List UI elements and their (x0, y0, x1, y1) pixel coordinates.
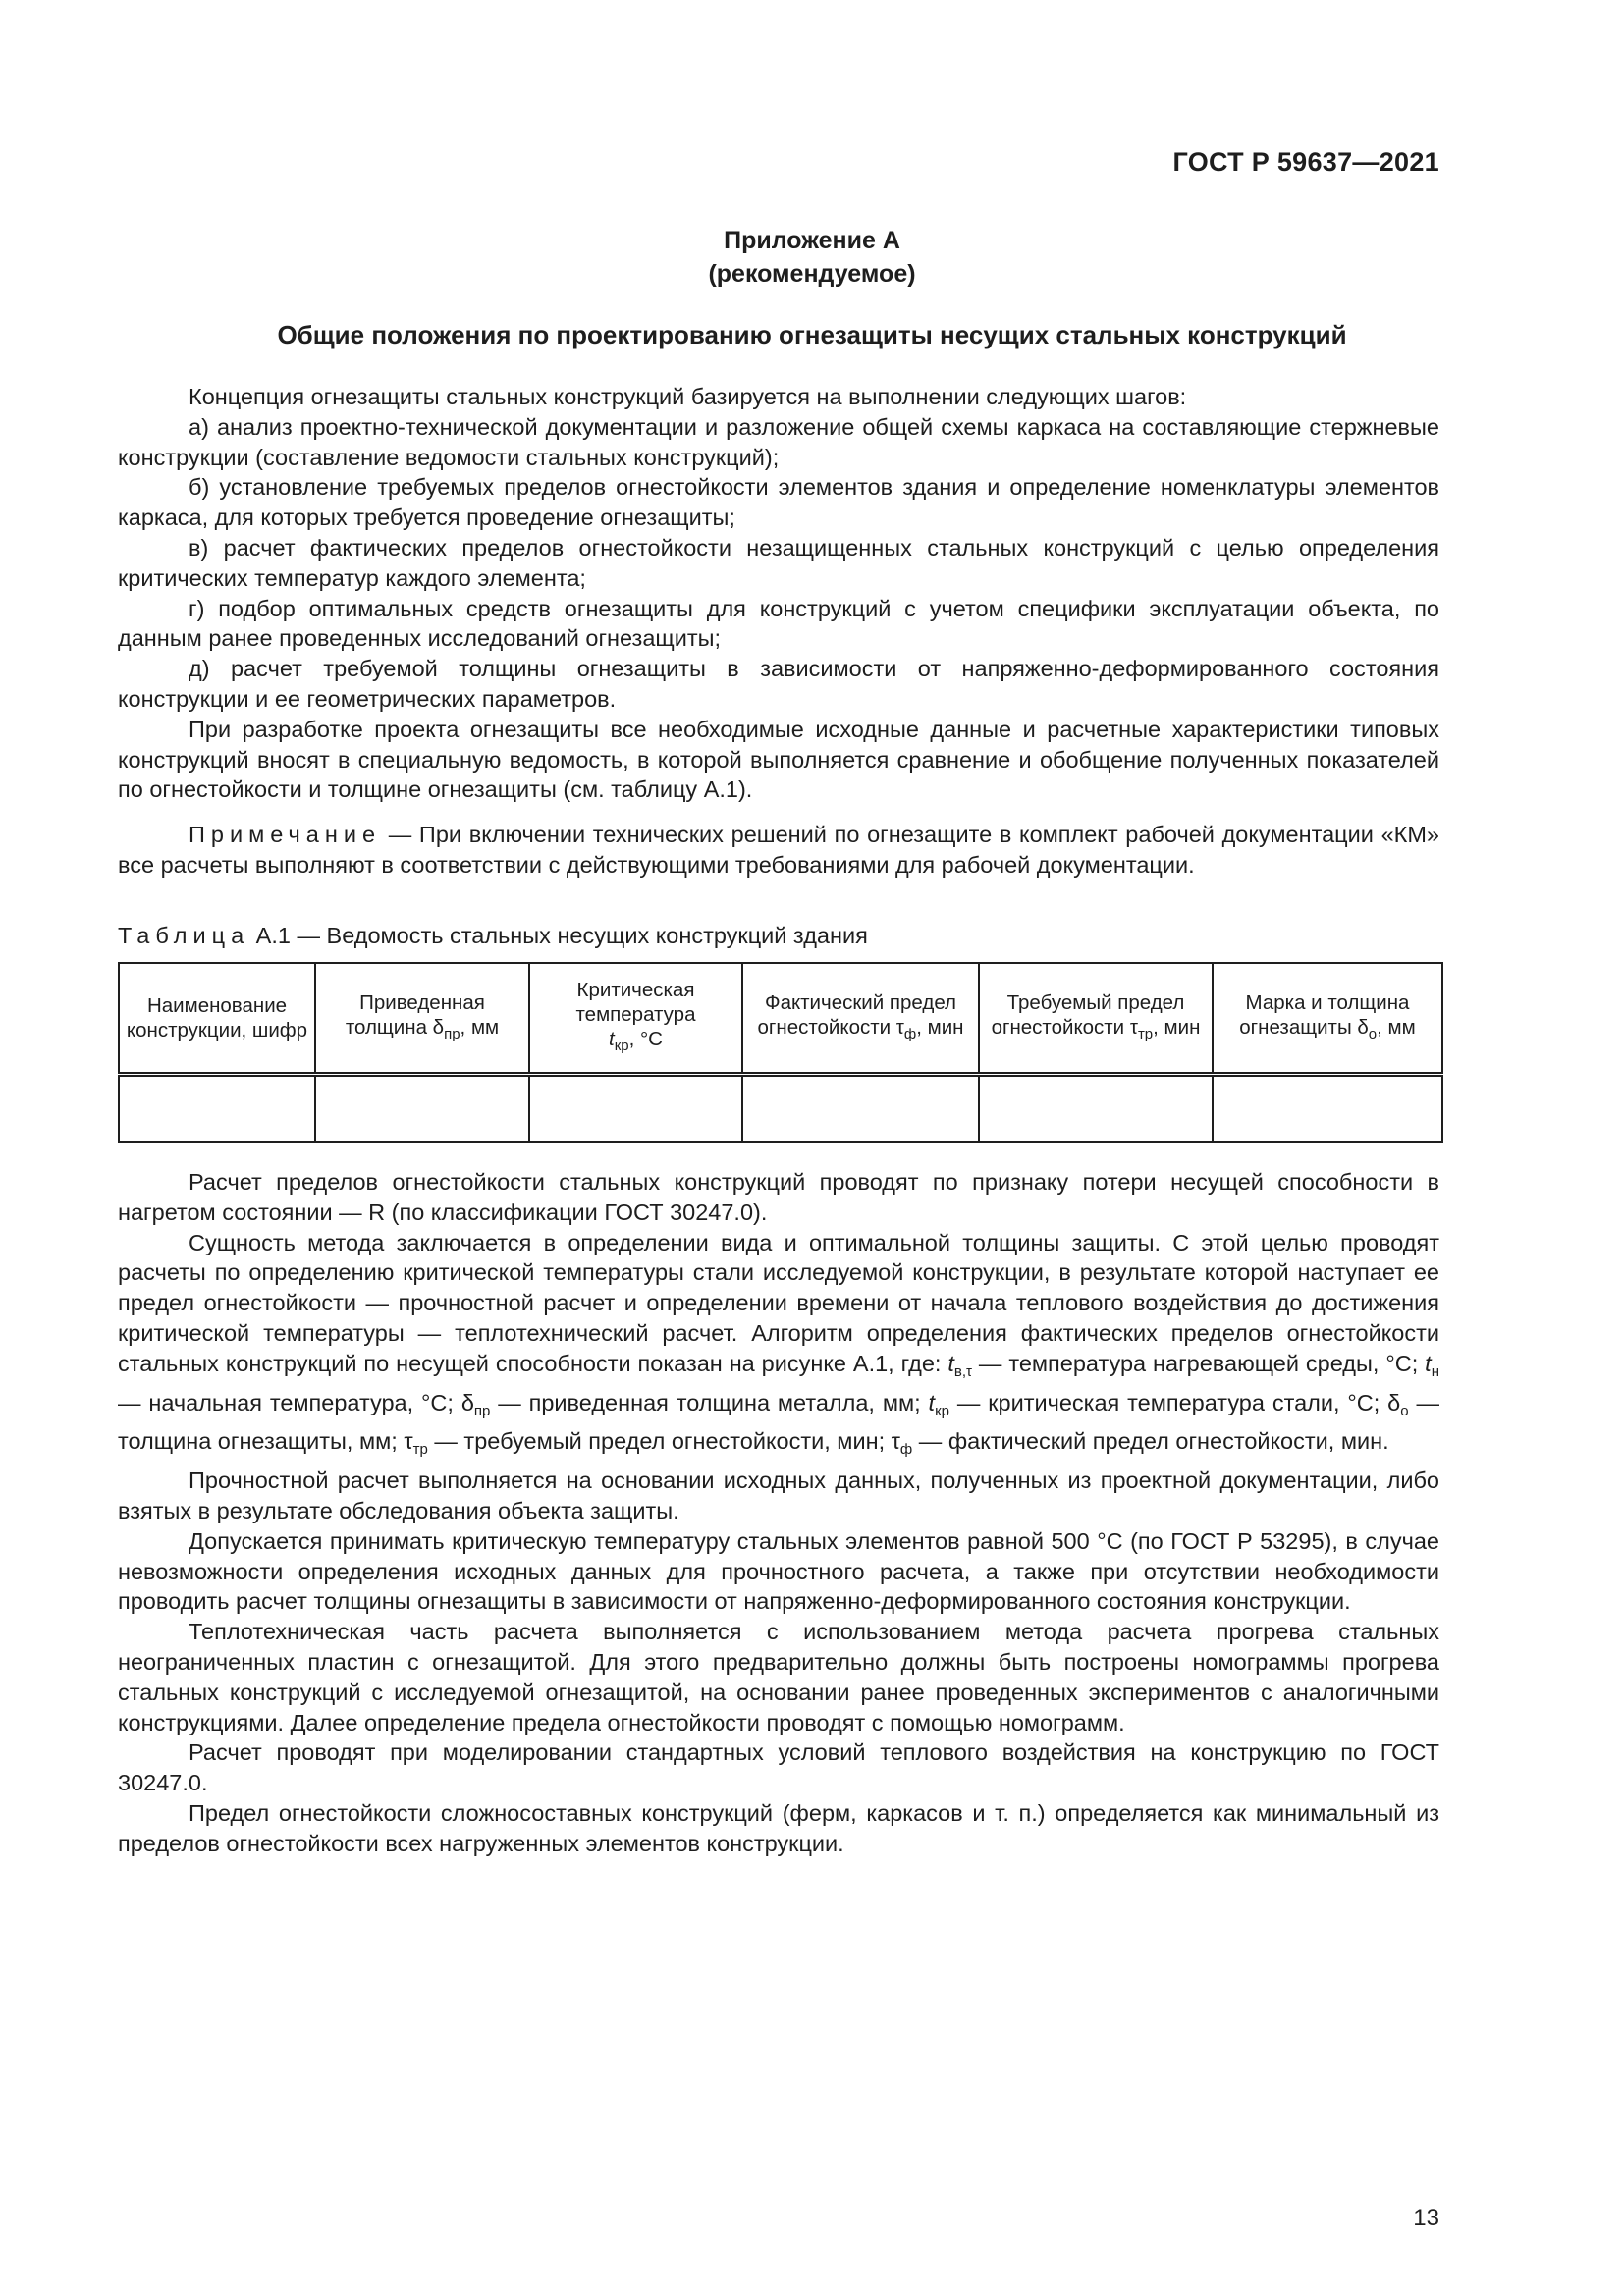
appendix-title-block (0, 224, 1624, 291)
table-cell (1213, 1075, 1442, 1143)
column-header-actual-fire-resistance: Фактический предел огнестойкости $\tau_ф$, мин (742, 963, 979, 1075)
table-cell (315, 1075, 529, 1143)
column-header-critical-temperature: Критическая температура $t_{кр}$, °С (529, 963, 742, 1075)
body-text (118, 1167, 1439, 1859)
note (118, 820, 1439, 881)
paragraph: Допускается принимать критическую температуру стальных элементов равной 500 °С (по ГОСТ Р 53295), в случае невозможности определения исходных данных для прочностного расчета, а также при отсутствии необходимости проводить расчет толщины огнезащиты в зависимости от напряженно-деформированного состояния конструкции. (118, 1527, 1439, 1615)
appendix-title: Приложение А (724, 227, 900, 254)
paragraph: Предел огнестойкости сложносоставных конструкций (ферм, каркасов и т. п.) определяется как минимальный из пределов огнестойкости всех нагруженных элементов конструкции. (118, 1799, 1439, 1856)
table-cell (979, 1075, 1213, 1143)
table-cell (529, 1075, 742, 1143)
table-caption (118, 923, 868, 949)
paragraph-method: Сущность метода заключается в определении вида и оптимальной толщины защиты. С этой целью проводят расчеты по определению критической температуры стали исследуемой конструкции, в результате которой наступает ее предел огнестойкости — прочностной расчет и определении времени от начала теплового воздействия до достижения критической температуры — теплотехнический расчет. Алгоритм определения фактических пределов огнестойкости стальных конструкций по несущей способности показан на рисунке А.1, где: $t_{в,\tau}$ — температура нагревающей среды, °С; $t_н$ — начальная температура, °С; $\delta_{пр}$ — приведенная толщина металла, мм; $t_{кр}$ — критическая температура стали, °С; $\delta_о$ — толщина огнезащиты, мм; $\tau_{тр}$ — требуемый предел огнестойкости, мин; $\tau_ф$ — фактический предел огнестойкости, мин. (118, 1229, 1439, 1459)
paragraph: д) расчет требуемой толщины огнезащиты в зависимости от напряженно-деформированного состояния конструкции и ее геометрических параметров. (118, 656, 1439, 712)
paragraph: При разработке проекта огнезащиты все необходимые исходные данные и расчетные характеристики типовых конструкций вносят в специальную ведомость, в которой выполняется сравнение и обобщение полученных показателей по огнестойкости и толщине огнезащиты (см. таблицу А.1). (118, 716, 1439, 803)
paragraph: а) анализ проектно-технической документации и разложение общей схемы каркаса на составляющие стержневые конструкции (составление ведомости стальных конструкций); (118, 413, 1439, 470)
standard-code: ГОСТ Р 59637—2021 (1172, 147, 1439, 177)
appendix-status: (рекомендуемое) (708, 260, 916, 288)
intro-text (118, 382, 1439, 805)
table-caption-label: Таблица (118, 923, 250, 948)
table-caption-text: А.1 — Ведомость стальных несущих конструкций здания (249, 923, 868, 948)
table-cell (742, 1075, 979, 1143)
paragraph: Прочностной расчет выполняется на основании исходных данных, полученных из проектной документации, либо взятых в результате обследования объекта защиты. (118, 1468, 1439, 1523)
section-heading: Общие положения по проектированию огнезащиты несущих стальных конструкций (277, 320, 1347, 349)
structures-table (118, 962, 1443, 1143)
column-header-reduced-thickness: Приведенная толщина $\delta_{пр}$, мм (315, 963, 529, 1075)
column-header-required-fire-resistance: Требуемый предел огнестойкости $\tau_{тр}$, мин (979, 963, 1213, 1075)
paragraph: Теплотехническая часть расчета выполняется с использованием метода расчета прогрева стальных неограниченных пластин с огнезащитой. Для этого предварительно должны быть построены номограммы прогрева стальных конструкций с исследуемой огнезащитой, на основании ранее проведенных экспериментов с аналогичными конструкциями. Далее определение предела огнестойкости проводят с помощью номограмм. (118, 1619, 1439, 1735)
table-cell (119, 1075, 315, 1143)
paragraph: Расчет проводят при моделировании стандартных условий теплового воздействия на конструкцию по ГОСТ 30247.0. (118, 1739, 1439, 1796)
column-header-protection-grade-thickness: Марка и толщина огнезащиты $\delta_о$, мм (1213, 963, 1442, 1075)
page-number: 13 (1413, 2205, 1439, 2231)
table-row (119, 1075, 1442, 1143)
paragraph: Расчет пределов огнестойкости стальных конструкций проводят по признаку потери несущей способности в нагретом состоянии — R (по классификации ГОСТ 30247.0). (118, 1169, 1439, 1225)
table-header-row (119, 963, 1442, 1075)
note-text: — При включении технических решений по огнезащите в комплект рабочей документации «КМ» все расчеты выполняют в соответствии с действующими требованиями для рабочей документации. (118, 822, 1439, 878)
paragraph: г) подбор оптимальных средств огнезащиты для конструкций с учетом специфики эксплуатации объекта, по данным ранее проведенных исследований огнезащиты; (118, 595, 1439, 652)
column-header-name: Наименование конструкции, шифр (119, 963, 315, 1075)
paragraph: Концепция огнезащиты стальных конструкций базируется на выполнении следующих шагов: (189, 384, 1187, 409)
paragraph: в) расчет фактических пределов огнестойкости незащищенных стальных конструкций с целью определения критических температур каждого элемента; (118, 534, 1439, 591)
paragraph: б) установление требуемых пределов огнестойкости элементов здания и определение номенклатуры элементов каркаса, для которых требуется проведение огнезащиты; (118, 474, 1439, 531)
note-label: Примечание (189, 822, 382, 847)
